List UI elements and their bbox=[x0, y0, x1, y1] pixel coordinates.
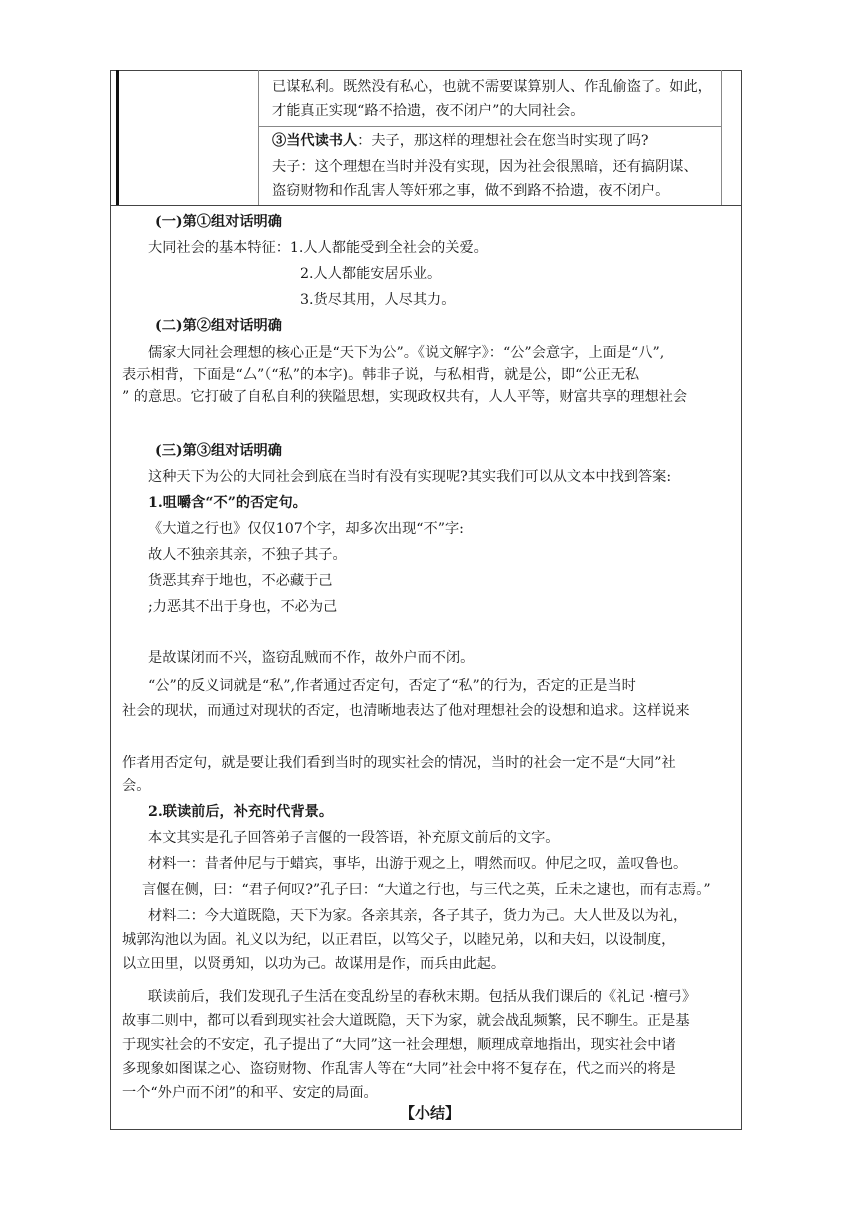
inner-cell-divider bbox=[258, 126, 721, 127]
quote-line: ;力恶其不出于身也，不必为己 bbox=[148, 599, 338, 615]
paragraph-line: 言偃在侧，曰：“君子何叹?”孔子曰：“大道之行也，与三代之英，丘未之逮也，而有志焉。” bbox=[142, 882, 711, 898]
section-divider bbox=[110, 205, 742, 206]
paragraph-line: 以立田里，以贤勇知，以功为己。故谋用是作，而兵由此起。 bbox=[122, 956, 506, 972]
paragraph-line: 材料二：今大道既隐，天下为家。各亲其亲，各子其子，货力为己。大人世及以为礼， bbox=[148, 908, 688, 924]
paragraph-line: 儒家大同社会理想的核心正是“天下为公”。《说文解字》：“公”会意字，上面是“八”, bbox=[148, 345, 665, 361]
paragraph-line: 多现象如图谋之心、盗窃财物、作乱害人等在“大同”社会中将不复存在，代之而兴的将是 bbox=[122, 1061, 676, 1077]
paragraph-line: ” 的意思。它打破了自私自利的狭隘思想，实现政权共有，人人平等，财富共享的理想社会 bbox=[122, 389, 688, 405]
paragraph-line: 本文其实是孔子回答弟子言偃的一段答语，补充原文前后的文字。 bbox=[148, 830, 560, 846]
paragraph-line: 于现实社会的不安定，孔子提出了“大同”这一社会理想，顺理成章地指出，现实社会中诸 bbox=[122, 1037, 676, 1053]
question-text: ：夫子，那这样的理想社会在您当时实现了吗? bbox=[357, 133, 649, 149]
paragraph-line: 会。 bbox=[122, 778, 151, 794]
paragraph-line: 城郭沟池以为固。礼义以为纪，以正君臣，以笃父子，以睦兄弟，以和夫妇，以设制度， bbox=[122, 932, 676, 948]
speaker-label: ③当代读书人 bbox=[272, 133, 358, 149]
list-item: 3.货尽其用，人尽其力。 bbox=[300, 292, 456, 308]
dialogue-question bbox=[272, 131, 649, 151]
summary-heading: 【小结】 bbox=[399, 1104, 460, 1122]
quote-line: 故人不独亲其亲，不独子其子。 bbox=[148, 547, 347, 563]
paragraph-line: 这种天下为公的大同社会到底在当时有没有实现呢?其实我们可以从文本中找到答案: bbox=[148, 469, 672, 485]
dialogue-line: 盗窃财物和作乱害人等奸邪之事，做不到路不拾遗，夜不闭户。 bbox=[272, 183, 670, 199]
dialogue-line: 夫子：这个理想在当时并没有实现，因为社会很黑暗，还有搞阴谋、 bbox=[272, 159, 698, 175]
paragraph-line: 联读前后，我们发现孔子生活在变乱纷呈的春秋末期。包括从我们课后的《礼记 ·檀弓》 bbox=[148, 989, 697, 1005]
dialogue-line: 已谋私利。既然没有私心，也就不需要谋算别人、作乱偷盗了。如此， bbox=[272, 79, 712, 95]
paragraph-line: “公”的反义词就是“私”,作者通过否定句，否定了“私”的行为，否定的正是当时 bbox=[148, 678, 636, 694]
paragraph-line: 社会的现状，而通过对现状的否定，也清晰地表达了他对理想社会的设想和追求。这样说来 bbox=[122, 703, 690, 719]
inner-cell-left-border bbox=[258, 70, 259, 205]
paragraph-line: 作者用否定句，就是要让我们看到当时的现实社会的情况，当时的社会一定不是“大同”社 bbox=[122, 755, 676, 771]
section-heading: (二)第②组对话明确 bbox=[155, 318, 282, 334]
left-border-bar bbox=[116, 70, 119, 205]
section-heading: (三)第③组对话明确 bbox=[155, 443, 282, 459]
paragraph-line: 大同社会的基本特征：1.人人都能受到全社会的关爱。 bbox=[148, 240, 488, 256]
sub-heading: 2.联读前后，补充时代背景。 bbox=[148, 804, 334, 820]
inner-cell-right-border bbox=[721, 70, 722, 205]
dialogue-line: 才能真正实现“路不拾遗，夜不闭户”的大同社会。 bbox=[272, 103, 585, 119]
paragraph-line: 表示相背，下面是“厶”（“私”的本字)。韩非子说，与私相背，就是公，即“公正无私 bbox=[122, 367, 640, 383]
paragraph-line: 《大道之行也》仅仅107个字，却多次出现“不”字: bbox=[148, 521, 464, 537]
quote-line: 货恶其弃于地也，不必藏于己 bbox=[148, 573, 333, 589]
paragraph-line: 材料一：昔者仲尼与于蜡宾，事毕，出游于观之上，喟然而叹。仲尼之叹，盖叹鲁也。 bbox=[148, 856, 688, 872]
quote-line: 是故谋闭而不兴，盗窃乱贼而不作，故外户而不闭。 bbox=[148, 650, 475, 666]
paragraph-line: 一个“外户而不闭”的和平、安定的局面。 bbox=[122, 1085, 378, 1101]
section-heading: (一)第①组对话明确 bbox=[155, 214, 282, 230]
sub-heading: 1.咀嚼含“不”的否定句。 bbox=[148, 495, 307, 511]
list-item: 2.人人都能安居乐业。 bbox=[300, 266, 442, 282]
paragraph-line: 故事二则中，都可以看到现实社会大道既隐，天下为家，就会战乱频繁，民不聊生。正是基 bbox=[122, 1013, 690, 1029]
